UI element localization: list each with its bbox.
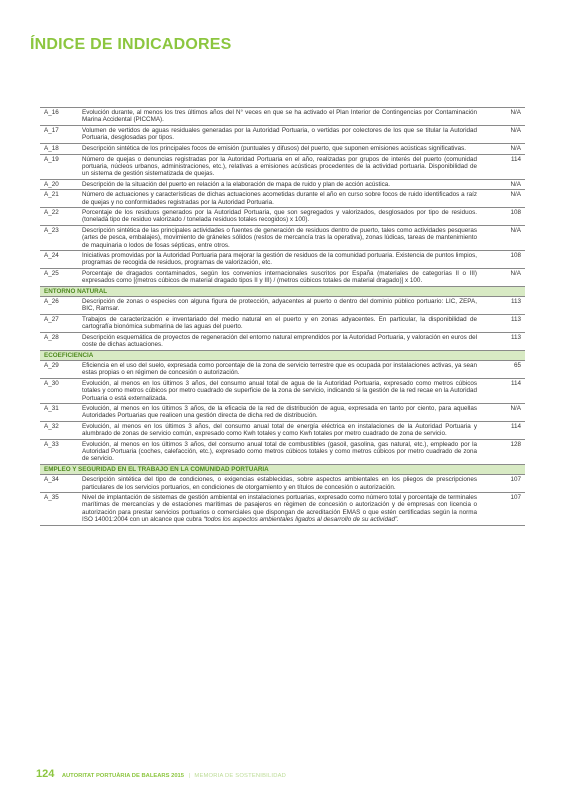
indicator-description-text: Iniciativas promovidas por la Autoridad Portuaria para mejorar la gestión de residuos de la comunidad portuaria. Existencia de puntos limpios, programas de recogida de residuos, programas de valorización, etc.: [82, 252, 477, 267]
indicator-page-ref: 113: [483, 333, 525, 351]
table-row: [40, 440, 525, 465]
indicator-description: [80, 108, 483, 126]
table-row: [40, 422, 525, 440]
table-row: [40, 475, 525, 493]
section-header-row: [40, 287, 525, 297]
indicator-page-ref: 113: [483, 315, 525, 333]
indicator-code: A_16: [40, 108, 80, 126]
indicator-code: A_19: [40, 154, 80, 179]
table-row: [40, 333, 525, 351]
indicator-code: A_34: [40, 475, 80, 493]
table-row: [40, 315, 525, 333]
indicator-code: A_26: [40, 297, 80, 315]
table-row: [40, 154, 525, 179]
indicator-page-ref: N/A: [483, 404, 525, 422]
indicator-code: A_17: [40, 125, 80, 143]
indicator-page-ref: 114: [483, 154, 525, 179]
table-row: [40, 493, 525, 525]
indicator-description: [80, 125, 483, 143]
indicator-code: A_25: [40, 269, 80, 287]
indicator-description-quote: “todos los aspectos ambientales ligados al desarrollo de su actividad”.: [203, 515, 399, 523]
table-row: [40, 190, 525, 208]
indicator-description-text: Eficiencia en el uso del suelo, expresada como porcentaje de la zona de servicio terrestre que es ocupada por instalaciones activas, ya sean estas propias o en régimen de concesión o autorización.: [82, 362, 477, 377]
indicator-description-text: Trabajos de caracterización e inventariado del medio natural en el puerto y en zonas adyacentes. En particular, la disponibilidad de cartografía bionómica submarina de las aguas del puerto.: [82, 316, 477, 331]
indicator-code: A_32: [40, 422, 80, 440]
indicator-code: A_30: [40, 379, 80, 404]
indicator-description-text: Evolución, al menos en los últimos 3 años, del consumo anual total de agua de la Autoridad Portuaria, expresado como metros cúbicos totales y como metros cúbicos por metro cuadrado de superficie de la zona de servicio, indicando si la gestión de la red recae en la Autoridad Portuaria o está externalizada.: [82, 380, 477, 402]
table-row: [40, 208, 525, 226]
table-row: [40, 143, 525, 154]
indicator-description: [80, 440, 483, 465]
indicator-description-text: Descripción sintética de los principales focos de emisión (puntuales y difusos) del puerto, que suponen emisiones acústicas significativas.: [82, 144, 466, 152]
indicator-page-ref: 108: [483, 251, 525, 269]
indicator-description: [80, 361, 483, 379]
indicator-description: [80, 297, 483, 315]
footer-subtitle: MEMORIA DE SOSTENIBILIDAD: [194, 773, 287, 779]
indicator-description: [80, 143, 483, 154]
indicator-code: A_27: [40, 315, 80, 333]
footer-organization: AUTORITAT PORTUÀRIA DE BALEARS 2015: [61, 773, 184, 779]
indicator-page-ref: 113: [483, 297, 525, 315]
indicator-description: [80, 208, 483, 226]
indicator-page-ref: 128: [483, 440, 525, 465]
indicator-code: A_35: [40, 493, 80, 525]
indicator-description: [80, 269, 483, 287]
table-row: [40, 361, 525, 379]
indicator-description-text: Número de quejas o denuncias registradas por la Autoridad Portuaria en el año, realizadas por grupos de interés del puerto (comunidad portuaria, núcleos urbanos, administraciones, etc.), relativas a emisiones acústicas procedentes de la actividad portuaria. Disponibilidad de un sistema de gestión sistematizada de quejas.: [82, 155, 477, 177]
indicator-code: A_33: [40, 440, 80, 465]
indicator-code: A_21: [40, 190, 80, 208]
table-row: [40, 108, 525, 126]
indicator-description: [80, 251, 483, 269]
section-header-row: [40, 465, 525, 475]
indicator-page-ref: 107: [483, 475, 525, 493]
section-title: ECOEFICIENCIA: [40, 350, 525, 360]
indicator-page-ref: N/A: [483, 125, 525, 143]
indicator-description: [80, 422, 483, 440]
page-footer: [36, 764, 286, 782]
indicator-description: [80, 315, 483, 333]
table-row: [40, 251, 525, 269]
indicator-description: [80, 493, 483, 525]
indicator-code: A_20: [40, 179, 80, 190]
section-title: ENTORNO NATURAL: [40, 287, 525, 297]
section-title: EMPLEO Y SEGURIDAD EN EL TRABAJO EN LA COMUNIDAD PORTUARIA: [40, 465, 525, 475]
footer-separator: |: [188, 773, 190, 779]
indicator-page-ref: 108: [483, 208, 525, 226]
indicator-page-ref: N/A: [483, 179, 525, 190]
indicator-code: A_22: [40, 208, 80, 226]
indicator-code: A_28: [40, 333, 80, 351]
indicator-code: A_29: [40, 361, 80, 379]
page-number: 124: [36, 768, 55, 780]
indicator-description-text: Porcentaje de dragados contaminados, según los convenios internacionales suscritos por España (materiales de categorías II o III) expresados como [(metros cúbicos de material dragado tipos II y III) / (metros cúbicos totales de material dragado)] x 100.: [82, 270, 477, 285]
table-row: [40, 226, 525, 251]
indicator-page-ref: 107: [483, 493, 525, 525]
table-row: [40, 179, 525, 190]
indicator-description-text: Descripción de zonas o especies con alguna figura de protección, adyacentes al puerto o dentro del dominio público portuario: LIC, ZEPA, BIC, Ramsar.: [82, 298, 477, 313]
indicator-code: A_18: [40, 143, 80, 154]
indicator-page-ref: N/A: [483, 143, 525, 154]
indicator-description-text: Descripción esquemática de proyectos de regeneración del entorno natural emprendidos por la Autoridad Portuaria, y valoración en euros del coste de dichas actuaciones.: [82, 334, 477, 349]
indicator-page-ref: 114: [483, 422, 525, 440]
indicator-description: [80, 179, 483, 190]
indicator-description: [80, 154, 483, 179]
indicator-description-text: Evolución durante, al menos los tres últimos años del N° veces en que se ha activado el Plan Interior de Contingencias por Contaminación Marina Accidental (PICCMA).: [82, 109, 477, 124]
indicator-description-text: Evolución, al menos en los últimos 3 años, de la eficacia de la red de distribución de agua, expresada en tanto por ciento, para aquellas Autoridades Portuarias que realicen una gestión directa de dicha red de distribución.: [82, 405, 477, 420]
page-title: ÍNDICE DE INDICADORES: [30, 36, 232, 53]
indicator-description-text: Número de actuaciones y características de dichas actuaciones acometidas durante el año en curso sobre focos de ruido identificados a raíz de quejas y no conformidades registradas por la Autoridad Portuaria.: [82, 191, 477, 206]
indicator-description: [80, 404, 483, 422]
indicator-page-ref: N/A: [483, 269, 525, 287]
indicator-description: [80, 379, 483, 404]
indicator-description: [80, 226, 483, 251]
indicator-description-text: Evolución, al menos en los últimos 3 años, del consumo anual total de combustibles (gasoil, gasolina, gas natural, etc.), empleado por la Autoridad Portuaria (coches, calefacción, etc.), expresado como metros cúbicos totales y como metros cúbicos por metro cuadrado de zona de servicio.: [82, 441, 477, 463]
indicator-description: [80, 190, 483, 208]
indicator-page-ref: 114: [483, 379, 525, 404]
indicator-description-text: Descripción de la situación del puerto en relación a la elaboración de mapa de ruido y plan de acción acústica.: [82, 180, 391, 188]
indicator-page-ref: N/A: [483, 108, 525, 126]
indicator-description-text: Descripción sintética del tipo de condiciones, o exigencias establecidas, sobre aspectos ambientales en los pliegos de prescripciones particulares de los servicios portuarios, en condiciones de otorgamiento y en títulos de concesión o autorización.: [82, 476, 477, 491]
indicator-code: A_31: [40, 404, 80, 422]
indicator-page-ref: 65: [483, 361, 525, 379]
indicator-page-ref: N/A: [483, 226, 525, 251]
table-row: [40, 379, 525, 404]
indicator-description-text: Nivel de implantación de sistemas de gestión ambiental en instalaciones portuarias, expresado como número total y porcentaje de terminales marítimas de mercancías y de estaciones marítimas de pasajeros en régimen de concesión o autorización y de empresas con licencia o autorización para prestar servicios portuarios o comerciales que dispongan de acreditación EMAS o que estén certificadas según la norma ISO 14001:2004 con un alcance que cubra: [82, 494, 477, 523]
indicator-description: [80, 333, 483, 351]
indicator-code: A_24: [40, 251, 80, 269]
table-row: [40, 404, 525, 422]
indicator-description-text: Volumen de vertidos de aguas residuales generadas por la Autoridad Portuaria, o vertidas por colectores de los que se titular la Autoridad Portuaria, desglosadas por tipos.: [82, 126, 477, 142]
indicator-code: A_23: [40, 226, 80, 251]
indicator-page-ref: N/A: [483, 190, 525, 208]
indicator-table: [40, 107, 525, 526]
table-row: [40, 125, 525, 143]
indicator-description-text: Descripción sintética de las principales actividades o fuentes de generación de residuos dentro de puerto, tales como actividades pesqueras (artes de pesca, embalajes), movimiento de gráneles sólidos (restos de mercancía tras la operativa), zonas lúdicas, tareas de mantenimiento de maquinaria o lodos de fosas sépticas, entre otros.: [82, 227, 477, 249]
indicator-description: [80, 475, 483, 493]
indicator-description-text: Porcentaje de los residuos generados por la Autoridad Portuaria, que son segregados y valorizados, desglosados por tipo de residuos. (toneladà tipo de residuo valorizado / tonelada residuos totales recogidos) x 100).: [82, 209, 477, 224]
section-header-row: [40, 350, 525, 360]
table-row: [40, 269, 525, 287]
indicator-description-text: Evolución, al menos en los últimos 3 años, del consumo anual total de energía eléctrica en instalaciones de la Autoridad Portuaria y alumbrado de zonas de servicio común, expresado como Kwh totales y como Kwh totales por metro cuadrado de zona de servicio.: [82, 423, 477, 438]
table-row: [40, 297, 525, 315]
